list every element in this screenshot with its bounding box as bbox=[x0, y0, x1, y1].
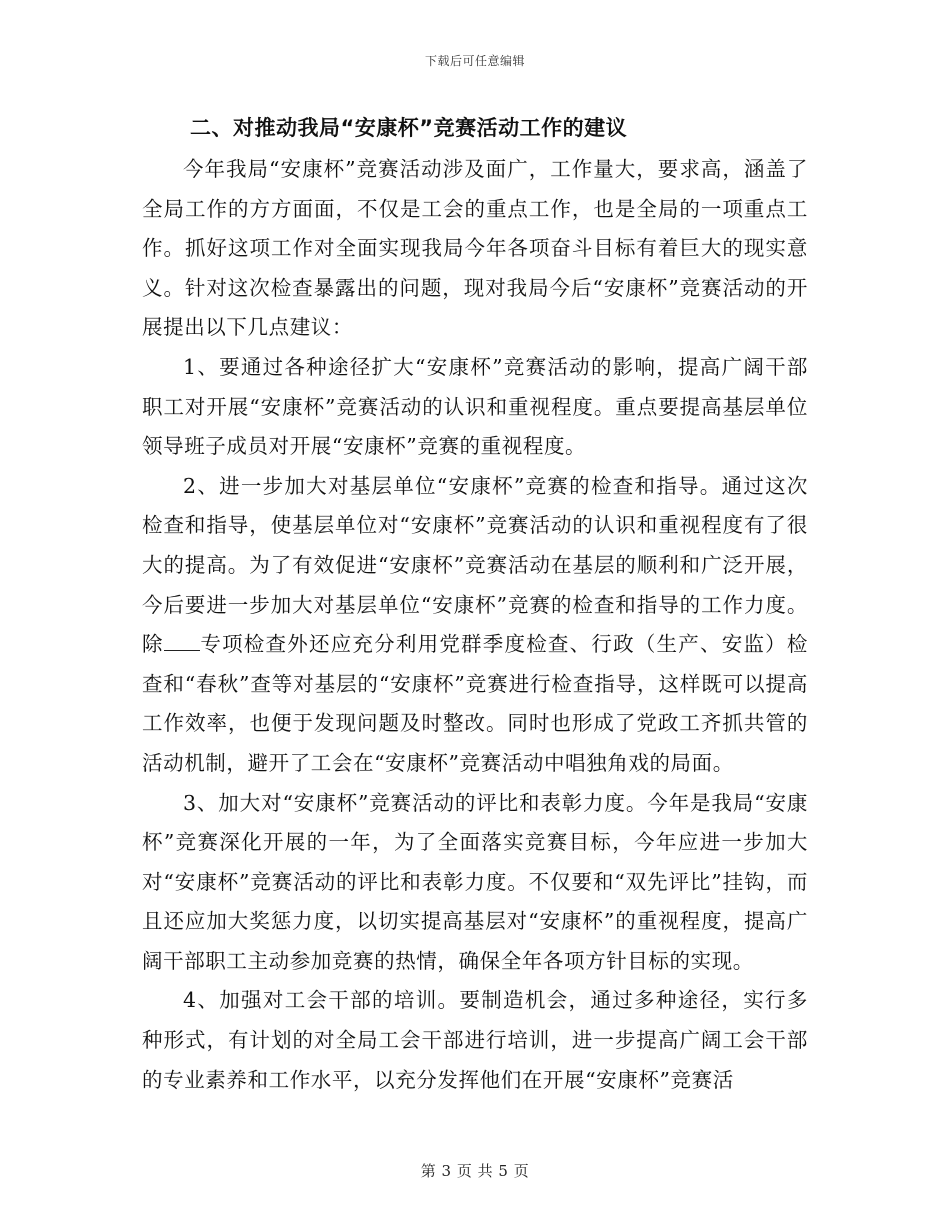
fill-in-blank bbox=[164, 632, 200, 651]
page-header-note: 下载后可任意编辑 bbox=[424, 54, 525, 68]
paragraph-suggestion-4: 4、加强对工会干部的培训。要制造机会，通过多种途径，实行多种形式，有计划的对全局工会干部进行培训，进一步提高广阔工会干部的专业素养和工作水平，以充分发挥他们在开展“安康杯”竞赛活 bbox=[142, 988, 808, 1092]
paragraph-suggestion-3: 3、加大对“安康杯”竞赛活动的评比和表彰力度。今年是我局“安康杯”竞赛深化开展的一年，为了全面落实竞赛目标，今年应进一步加大对“安康杯”竞赛活动的评比和表彰力度。不仅要和“双先评比”挂钩，而且还应加大奖惩力度，以切实提高基层对“安康杯”的重视程度，提高广阔干部职工主动参加竞赛的热情，确保全年各项方针目标的实现。 bbox=[142, 790, 808, 973]
page-number-footer: 第 3 页 共 5 页 bbox=[420, 1162, 530, 1180]
suggestion-2-text-after-blank: 专项检查外还应充分利用党群季度检查、行政（生产、安监）检查和“春秋”查等对基层的“安康杯”竞赛进行检查指导，这样既可以提高工作效率，也便于发现问题及时整改。同时也形成了党政工齐抓共管的活动机制，避开了工会在“安康杯”竞赛活动中唱独角戏的局面。 bbox=[142, 632, 808, 775]
document-body bbox=[142, 106, 808, 1100]
suggestion-2-text-before-blank: 2、进一步加大对基层单位“安康杯”竞赛的检查和指导。通过这次检查和指导，使基层单位对“安康杯”竞赛活动的认识和重视程度有了很大的提高。为了有效促进“安康杯”竞赛活动在基层的顺利和广泛开展，今后要进一步加大对基层单位“安康杯”竞赛的检查和指导的工作力度。除 bbox=[142, 473, 808, 657]
paragraph-intro: 今年我局“安康杯”竞赛活动涉及面广，工作量大，要求高，涵盖了全局工作的方方面面，不仅是工会的重点工作，也是全局的一项重点工作。抓好这项工作对全面实现我局今年各项奋斗目标有着巨大的现实意义。针对这次检查暴露出的问题，现对我局今后“安康杯”竞赛活动的开展提出以下几点建议： bbox=[142, 157, 808, 340]
paragraph-suggestion-2 bbox=[142, 467, 808, 784]
paragraph-suggestion-1: 1、要通过各种途径扩大“安康杯”竞赛活动的影响，提高广阔干部职工对开展“安康杯”竞赛活动的认识和重视程度。重点要提高基层单位领导班子成员对开展“安康杯”竞赛的重视程度。 bbox=[142, 354, 808, 459]
section-heading: 二、对推动我局“安康杯”竞赛活动工作的建议 bbox=[190, 116, 628, 140]
